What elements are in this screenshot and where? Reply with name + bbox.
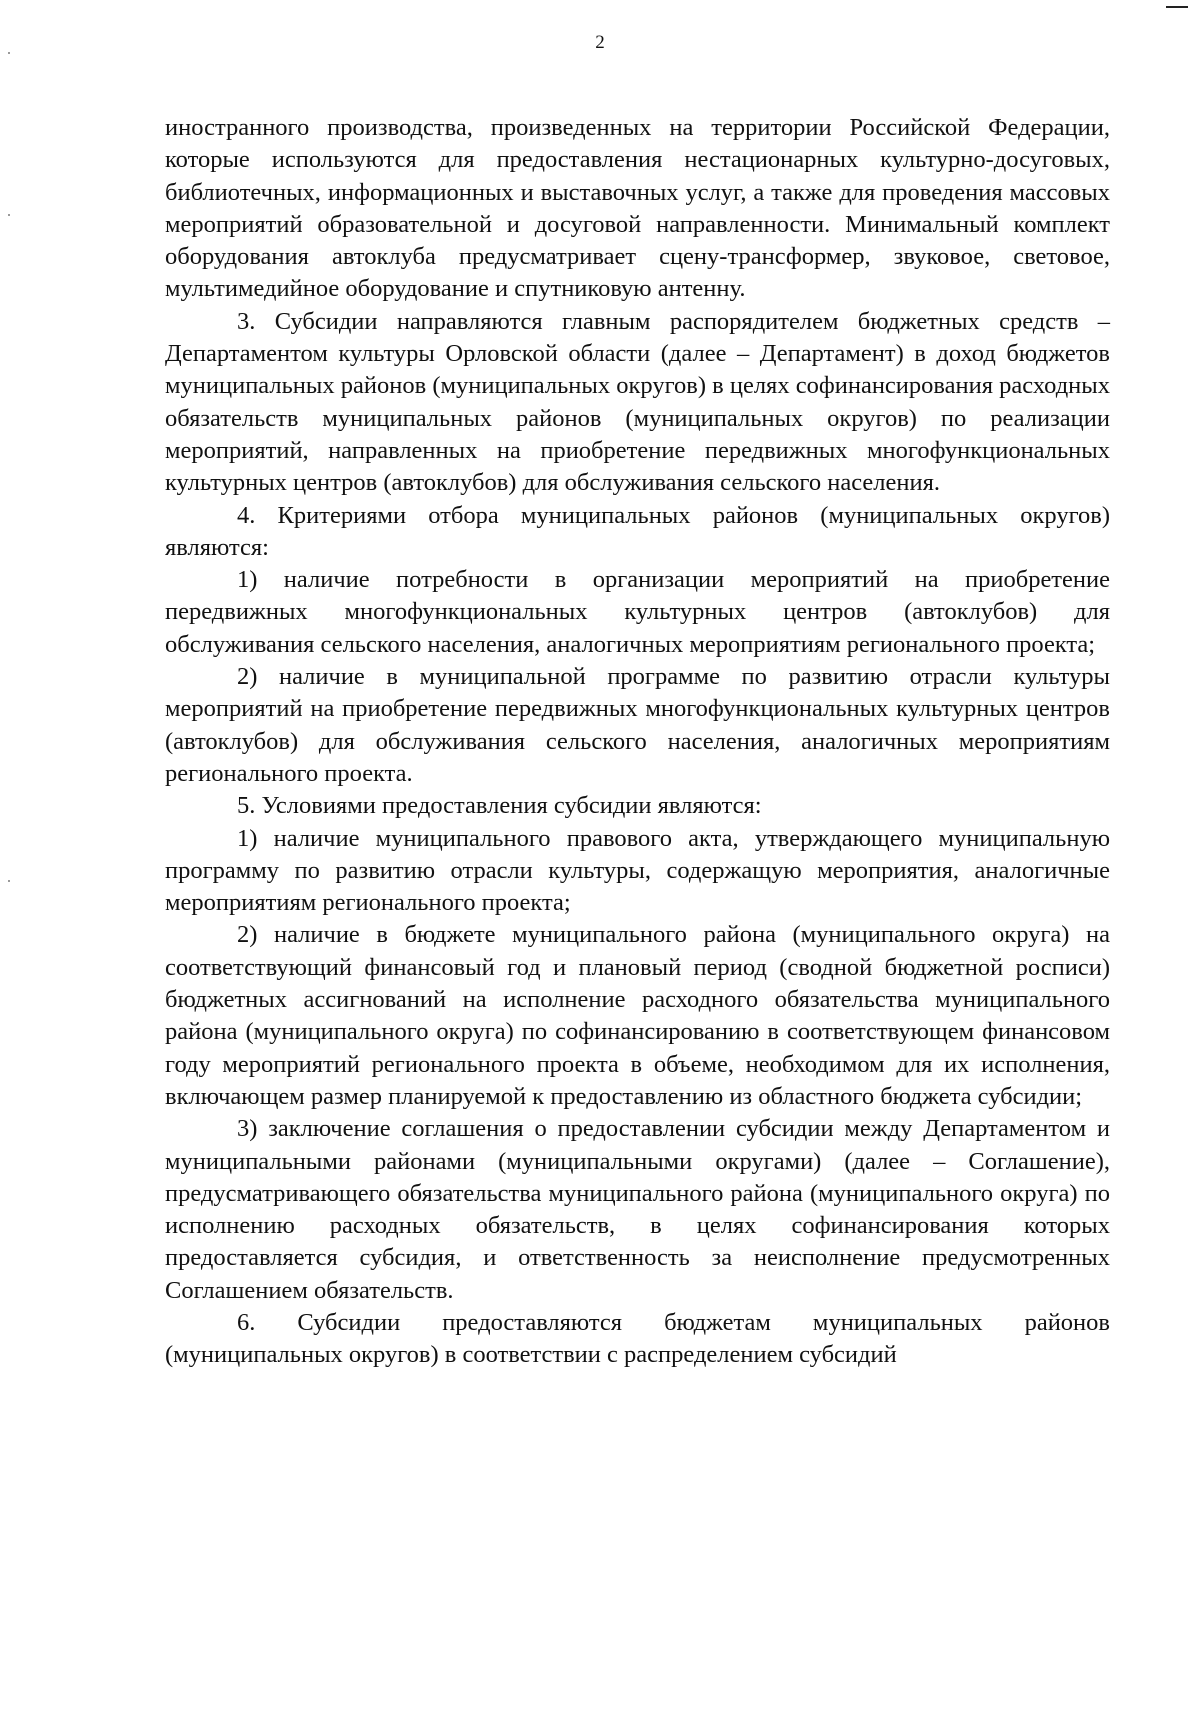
paragraph-item-3: 3. Субсидии направляются главным распорядителем бюджетных средств – Департаментом культуры Орловской области (далее – Департамент) в доход бюджетов муниципальных районов (муниципальных округов) в целях софинансирования расходных обязательств муниципальных районов (муниципальных округов) по реализации мероприятий, направленных на приобретение передвижных многофункциональных культурных центров (автоклубов) для обслуживания сельского населения. xyxy=(165,307,1110,497)
paragraph-item-4-1: 1) наличие потребности в организации мероприятий на приобретение передвижных многофункциональных культурных центров (автоклубов) для обслуживания сельского населения, аналогичных мероприятиям регионального проекта; xyxy=(165,566,1110,658)
paragraph-item-4: 4. Критериями отбора муниципальных районов (муниципальных округов) являются: xyxy=(165,501,1110,561)
page-number: 2 xyxy=(595,32,605,53)
paragraph-item-6: 6. Субсидии предоставляются бюджетам муниципальных районов (муниципальных округов) в соответствии с распределением субсидий xyxy=(165,1308,1110,1369)
paragraph-item-5: 5. Условиями предоставления субсидии являются: xyxy=(237,792,762,820)
scan-speck xyxy=(8,880,10,882)
paragraph-item-5-1: 1) наличие муниципального правового акта, утверждающего муниципальную программу по развитию отрасли культуры, содержащую мероприятия, аналогичные мероприятиям регионального проекта; xyxy=(165,824,1110,917)
paragraph-item-5-3: 3) заключение соглашения о предоставлении субсидии между Департаментом и муниципальными районами (муниципальными округами) (далее – Соглашение), предусматривающего обязательства муниципального района (муниципального округа) по исполнению расходных обязательств, в целях софинансирования которых предоставляется субсидия, и ответственность за неисполнение предусмотренных Соглашением обязательств. xyxy=(165,1115,1110,1304)
document-body xyxy=(165,112,1110,1372)
scan-speck xyxy=(8,214,10,216)
paragraph-item-5-2: 2) наличие в бюджете муниципального района (муниципального округа) на соответствующий финансовый год и плановый период (сводной бюджетной росписи) бюджетных ассигнований на исполнение расходного обязательства муниципального района (муниципального округа) по софинансированию в соответствующем финансовом году мероприятий регионального проекта в объеме, необходимом для их исполнения, включающем размер планируемой к предоставлению из областного бюджета субсидии; xyxy=(165,921,1110,1110)
paragraph-continuation: иностранного производства, произведенных на территории Российской Федерации, которые используются для предоставления нестационарных культурно-досуговых, библиотечных, информационных и выставочных услуг, а также для проведения массовых мероприятий образовательной и досуговой направленности. Минимальный комплект оборудования автоклуба предусматривает сцену-трансформер, звуковое, световое, мультимедийное оборудование и спутниковую антенну. xyxy=(165,114,1110,303)
scan-corner-mark xyxy=(1166,6,1188,8)
paragraph-item-4-2: 2) наличие в муниципальной программе по развитию отрасли культуры мероприятий на приобретение передвижных многофункциональных культурных центров (автоклубов) для обслуживания сельского населения, аналогичных мероприятиям регионального проекта. xyxy=(165,663,1110,787)
